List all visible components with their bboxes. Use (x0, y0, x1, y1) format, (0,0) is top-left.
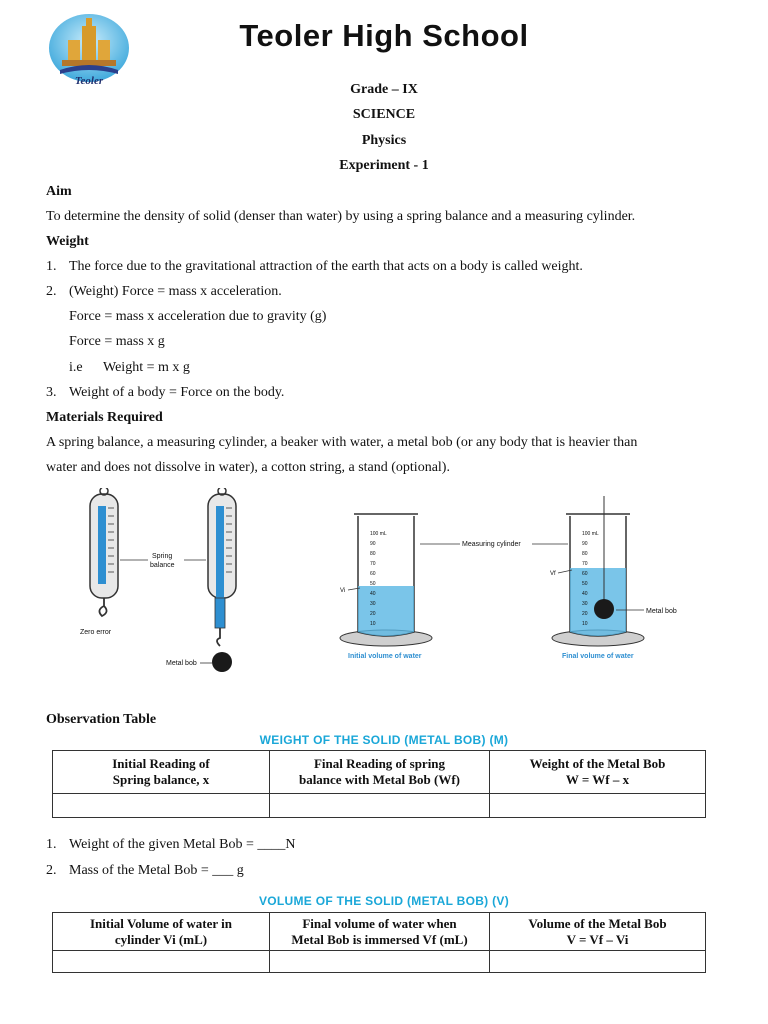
volume-table-header-2-line-1: Final volume of water when (302, 915, 457, 931)
scale-30-right: 30 (582, 601, 588, 607)
weight-item-2-text: (Weight) Force = mass x acceleration. (69, 284, 282, 299)
weight-item-1-num: 1. (46, 259, 57, 274)
weight-table-header-row (53, 751, 706, 794)
volume-table-cell-3[interactable] (490, 951, 706, 973)
weight-item-1 (46, 258, 583, 276)
spring-label-2: balance (150, 562, 175, 569)
weight-table-cell-2[interactable] (270, 794, 490, 818)
scale-20-right: 20 (582, 611, 588, 617)
scale-10-left: 10 (370, 621, 376, 627)
scale-40-left: 40 (370, 591, 376, 597)
volume-table-header-2-line-2: Metal Bob is immersed Vf (mL) (291, 931, 468, 947)
experiment-figure-svg (80, 488, 690, 678)
weight-sub-line-2: Force = mass x g (69, 334, 165, 349)
volume-table-header-row (53, 913, 706, 951)
observation-item-1 (46, 836, 295, 854)
volume-table-row (53, 951, 706, 973)
observation-item-2-num: 2. (46, 863, 57, 878)
materials-line-2: water and does not dissolve in water), a cotton string, a stand (optional). (46, 460, 450, 475)
weight-item-3-num: 3. (46, 385, 57, 400)
table2-title: VOLUME OF THE SOLID (METAL BOB) (V) (258, 894, 510, 908)
measuring-cylinder-label: Measuring cylinder (462, 541, 521, 548)
scale-90-left: 90 (370, 541, 376, 547)
scale-20-left: 20 (370, 611, 376, 617)
scale-40-right: 40 (582, 591, 588, 597)
scale-50-left: 50 (370, 581, 376, 587)
school-name: Teoler High School (239, 18, 529, 53)
weight-table-header-1-line-1: Initial Reading of (112, 756, 210, 771)
vf-label: Vf (550, 571, 556, 577)
scale-10-right: 10 (582, 621, 588, 627)
scale-70-right: 70 (582, 561, 588, 567)
weight-table-header-2-line-2: balance with Metal Bob (Wf) (298, 772, 461, 787)
svg-text:Teoler: Teoler (74, 75, 104, 87)
observation-item-2-text: Mass of the Metal Bob = ___ g (69, 863, 244, 878)
ie-label: i.e (69, 360, 83, 375)
weight-item-2 (46, 283, 282, 301)
spring-balance-loaded (208, 488, 236, 672)
volume-table-header-3-line-2: V = Vf – Vi (566, 931, 629, 947)
scale-30-left: 30 (370, 601, 376, 607)
aim-text: To determine the density of solid (denser than water) by using a spring balance and a measuring cylinder. (46, 209, 636, 224)
experiment-figure (80, 488, 690, 678)
observation-item-2 (46, 862, 244, 880)
experiment-line: Experiment - 1 (339, 158, 429, 173)
weight-table-header-1 (53, 751, 270, 794)
weight-table-header-2 (270, 751, 490, 794)
volume-table-cell-1[interactable] (53, 951, 270, 973)
volume-table-header-1 (53, 913, 270, 951)
initial-volume-label: Initial volume of water (348, 653, 422, 660)
weight-table-row (53, 794, 706, 818)
weight-ie-line (69, 359, 190, 377)
scale-top-right: 100 mL (582, 531, 599, 537)
weight-table-header-2-line-1: Final Reading of spring (313, 756, 446, 771)
weight-table-cell-1[interactable] (53, 794, 270, 818)
scale-60-right: 60 (582, 571, 588, 577)
scale-top-left: 100 mL (370, 531, 387, 537)
weight-item-2-num: 2. (46, 284, 57, 299)
weight-table-header-3 (490, 751, 706, 794)
materials-heading: Materials Required (46, 410, 163, 425)
spring-balance-zero (90, 488, 118, 616)
zero-error-label: Zero error (80, 629, 112, 636)
weight-sub-line-1: Force = mass x acceleration due to gravity (g) (69, 309, 327, 324)
grade-line: Grade – IX (350, 82, 418, 97)
observation-item-1-num: 1. (46, 837, 57, 852)
metal-bob-label: Metal bob (166, 660, 197, 667)
scale-90-right: 90 (582, 541, 588, 547)
spring-label-1: Spring (152, 553, 173, 560)
materials-line-1: A spring balance, a measuring cylinder, a beaker with water, a metal bob (or any body that is heavier than (46, 435, 638, 450)
weight-heading: Weight (46, 234, 89, 249)
scale-80-right: 80 (582, 551, 588, 557)
volume-table-cell-2[interactable] (270, 951, 490, 973)
table1-title: WEIGHT OF THE SOLID (METAL BOB) (M) (259, 733, 509, 747)
final-volume-label: Final volume of water (562, 653, 634, 660)
weight-table-header-1-line-2: Spring balance, x (112, 772, 210, 787)
weight-table-header-3-line-2: W = Wf – x (565, 772, 630, 787)
volume-table-header-1-line-2: cylinder Vi (mL) (114, 931, 208, 947)
aim-heading: Aim (46, 184, 72, 199)
scale-50-right: 50 (582, 581, 588, 587)
observation-heading: Observation Table (46, 712, 157, 727)
vi-label: Vi (340, 588, 346, 594)
weight-table (52, 750, 706, 818)
weight-table-header-3-line-1: Weight of the Metal Bob (529, 756, 666, 771)
volume-table (52, 912, 706, 973)
volume-table-header-2 (270, 913, 490, 951)
weight-item-3-text: Weight of a body = Force on the body. (69, 385, 285, 400)
weight-item-1-text: The force due to the gravitational attraction of the earth that acts on a body is called weight. (69, 259, 583, 274)
volume-table-header-3-line-1: Volume of the Metal Bob (528, 915, 667, 931)
scale-60-left: 60 (370, 571, 376, 577)
subject-line: SCIENCE (352, 107, 416, 122)
volume-table-header-1-line-1: Initial Volume of water in (89, 915, 233, 931)
weight-table-cell-3[interactable] (490, 794, 706, 818)
metal-bob-right-label: Metal bob (646, 608, 677, 615)
volume-table-header-3 (490, 913, 706, 951)
scale-80-left: 80 (370, 551, 376, 557)
weight-item-3 (46, 384, 284, 402)
scale-70-left: 70 (370, 561, 376, 567)
ie-formula: Weight = m x g (103, 360, 190, 375)
observation-item-1-text: Weight of the given Metal Bob = ____N (69, 837, 296, 852)
branch-line: Physics (361, 133, 407, 148)
